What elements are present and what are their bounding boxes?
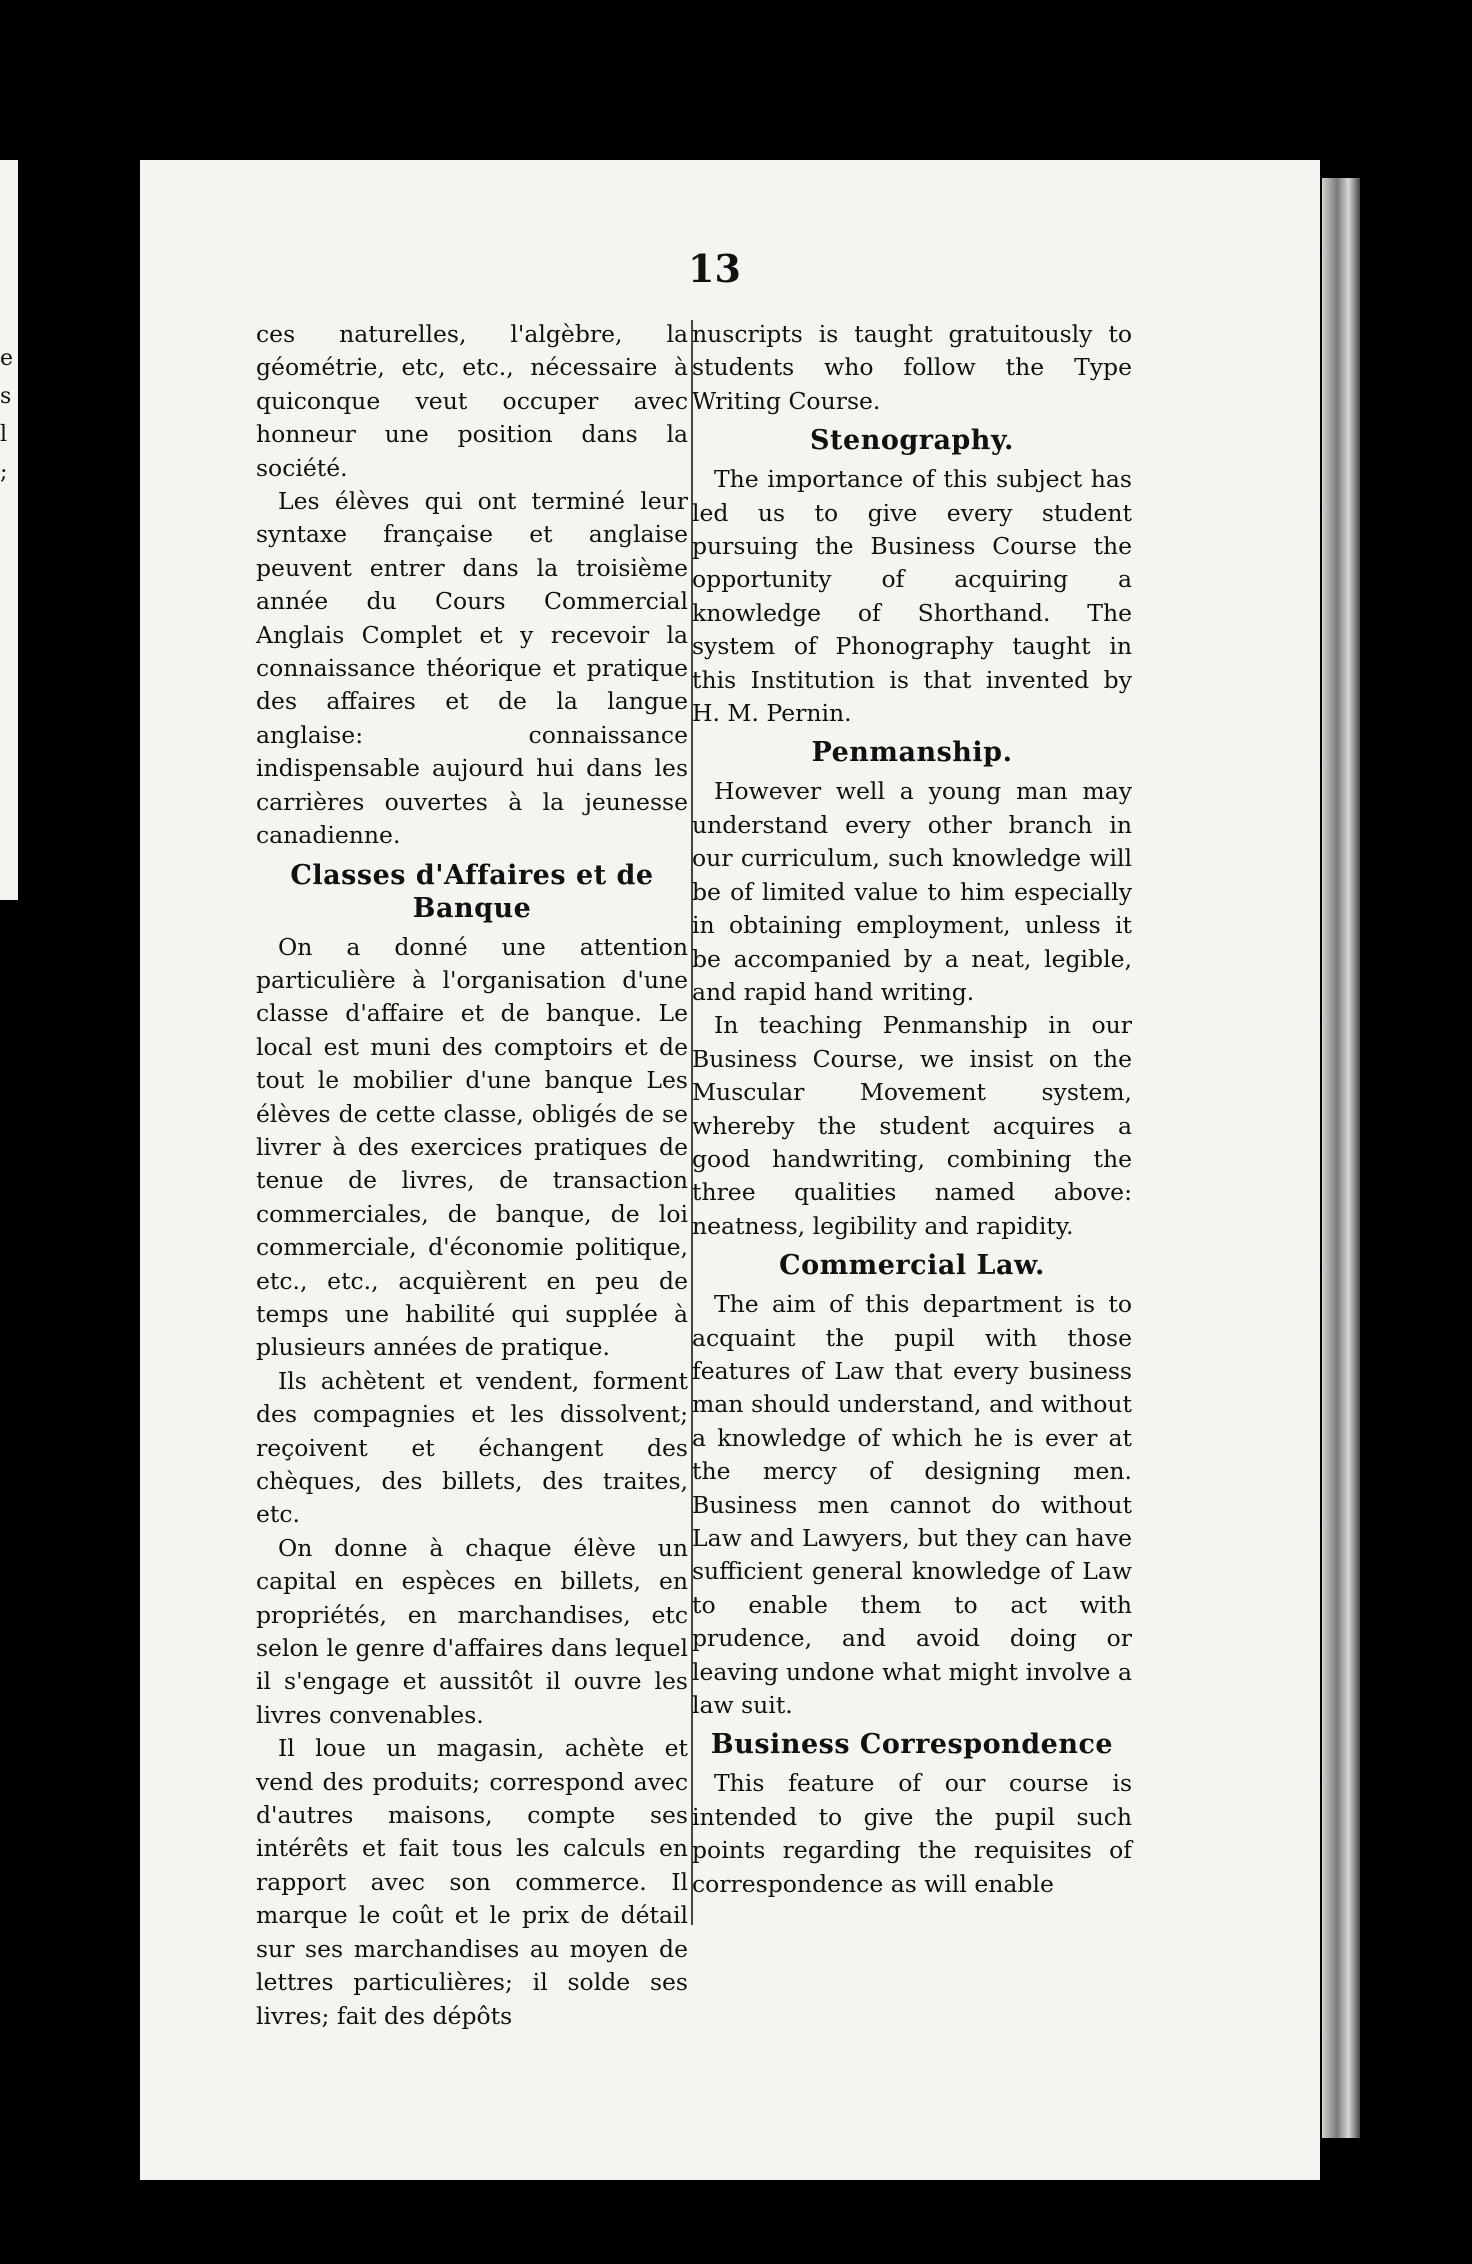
paragraph: The aim of this department is to acquaint the pupil with those features of Law that every business man should understand, and without a knowledge of which he is ever at the mercy of designing men. Business men cannot do without Law and Lawyers, but they can have sufficient general knowledge of Law to enable them to act with prudence, and avoid doing or leaving undone what might involve a law suit. — [692, 1290, 1132, 1720]
paragraph: Il loue un magasin, achète et vend des produits; correspond avec d'autres maisons, compte ses intérêts et fait tous les calculs en rapport avec son commerce. Il marque le coût et le prix de détail sur ses marchandises au moyen de lettres particulières; il solde ses livres; fait des dépôts — [256, 1734, 688, 2030]
paragraph: Les élèves qui ont terminé leur syntaxe française et anglaise peuvent entrer dans la troisième année du Cours Commercial Anglais Complet et y recevoir la connaissance théorique et pratique des affaires et de la langue anglaise: connaissance indispensable aujourd hui dans les carrières ouvertes à la jeunesse canadienne. — [256, 487, 688, 850]
paragraph: This feature of our course is intended to give the pupil such points regarding the requisites of correspondence as will enable — [692, 1769, 1132, 1898]
page-number: 13 — [688, 246, 741, 291]
section-heading: Classes d'Affaires et de Banque — [290, 859, 654, 924]
paragraph: However well a young man may understand every other branch in our curriculum, such knowledge will be of limited value to him especially in obtaining employment, unless it be accompanied by a neat, legible, and rapid hand writing. — [692, 777, 1132, 1006]
paragraph: In teaching Penmanship in our Business Course, we insist on the Muscular Movement system, whereby the student acquires a good handwriting, combining the three qualities named above: neatness, legibility and rapidity. — [692, 1011, 1132, 1240]
left-column — [256, 318, 688, 2033]
section-heading: Commercial Law. — [779, 1250, 1045, 1282]
right-column — [692, 318, 1132, 1901]
section-heading: Business Correspondence — [710, 1729, 1114, 1761]
paragraph: On donne à chaque élève un capital en espèces en billets, en propriétés, en marchandises, etc selon le genre d'affaires dans lequel il s'engage et aussitôt il ouvre les livres convenables. — [256, 1533, 688, 1729]
paragraph: nuscripts is taught gratuitously to students who follow the Type Writing Course. — [692, 320, 1132, 415]
adjacent-page-fragment — [0, 160, 18, 900]
paragraph: ces naturelles, l'algèbre, la géométrie, etc, etc., nécessaire à quiconque veut occuper avec honneur une position dans la société. — [256, 320, 688, 482]
paragraph: On a donné une attention particulière à l'organisation d'une classe d'affaire et de banque. Le local est muni des comptoirs et de tout le mobilier d'une banque Les élèves de cette classe, obligés de se livrer à des exercices pratiques de tenue de livres, de transaction commerciales, de banque, de loi commerciale, d'économie politique, etc., etc., acquièrent en peu de temps une habilité qui supplée à plusieurs années de pratique. — [256, 932, 688, 1362]
fragment-letter: ; — [0, 460, 8, 485]
paragraph: Ils achètent et vendent, forment des compagnies et les dissolvent; reçoivent et échangent des chèques, des billets, des traites, etc. — [256, 1366, 688, 1529]
fragment-letter: e — [0, 346, 14, 371]
section-heading: Stenography. — [810, 425, 1014, 457]
fragment-letter: s — [0, 384, 12, 409]
section-heading: Penmanship. — [811, 737, 1013, 769]
fragment-letter: l — [0, 422, 8, 447]
paragraph: The importance of this subject has led us to give every student pursuing the Business Course the opportunity of acquiring a knowledge of Shorthand. The system of Phonography taught in this Institution is that invented by H. M. Pernin. — [692, 465, 1132, 728]
page-edge — [1322, 178, 1360, 2138]
